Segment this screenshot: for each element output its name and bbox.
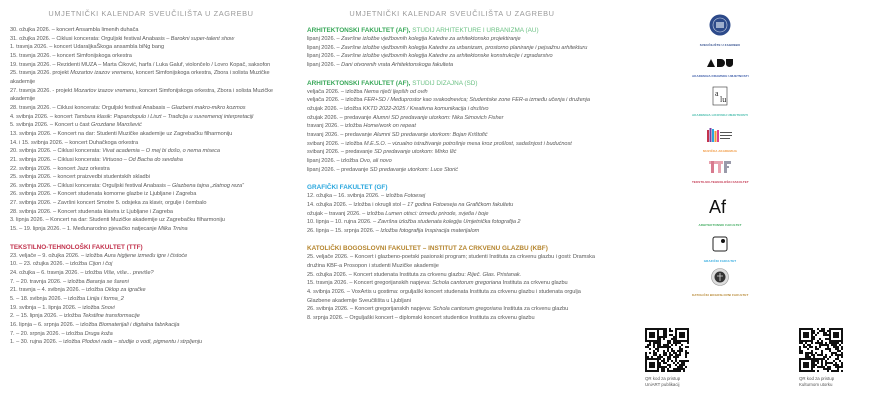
university-seal-icon <box>692 14 748 41</box>
logo-af-logo <box>692 196 748 227</box>
entry-text: 15. travnja 2026. – koncert Simfonijskoga orkestra <box>10 52 132 59</box>
entry-text: 28. travnja 2026. – Ciklusi koncerata: Orguljski festival Anabasis – <box>10 104 172 111</box>
ttf-logo-icon <box>692 160 748 178</box>
calendar-entry <box>10 26 292 35</box>
qr-caption-line: UniART publikacij <box>645 382 680 387</box>
calendar-entry <box>10 52 292 61</box>
calendar-entry <box>10 330 292 339</box>
entry-title: Završne izložbe vježbovnih kolegija Katedre za urbanizam, prostorno planiranje i pejsažnu arhitekturu <box>341 44 588 51</box>
entry-text: 7. – 20. srpnja 2026. – izložba <box>10 330 85 337</box>
qr-code-block <box>791 328 851 388</box>
entry-text: 4. svibnja 2026. – koncert <box>10 113 74 120</box>
entry-title: KKTD 2022-2025 / Kreativna komunikacija i društvo <box>362 105 489 112</box>
calendar-entry <box>307 227 597 236</box>
logo-adu-logo <box>692 54 748 78</box>
entry-text: 15. – 19. lipnja 2026. – 1. Međunarodno pjevačko natjecanje <box>10 226 159 233</box>
calendar-entry <box>307 105 597 114</box>
calendar-entry <box>10 295 292 304</box>
entry-title: Grozdane Marošević <box>91 122 142 129</box>
entry-title: Virtuoso – Od Bacha do sevdaha <box>102 156 183 163</box>
entry-text: 26. lipnja – 15. srpnja 2026. – <box>307 227 381 234</box>
entry-text: 20. svibnja 2026. – Ciklusi koncerata: <box>10 148 103 155</box>
entry-text: 14. i 15. svibnja 2026. – koncert Duhačkoga orkestra <box>10 139 138 146</box>
logo-caption: GRAFIČKI FAKULTET <box>703 259 737 263</box>
qr-caption-line: QR kod za pristup <box>645 376 681 381</box>
qr-caption-line: QR kod za pristup <box>799 376 835 381</box>
page-title: UMJETNIČKI KALENDAR SVEUČILIŠTA U ZAGREBU <box>48 9 254 18</box>
entry-text: 26. svibnja 2026. – Koncert gregorijanskih napjeva: <box>307 306 433 313</box>
svg-text:lu: lu <box>720 95 727 104</box>
entry-text: lipanj 2026. – predavanje <box>307 166 370 173</box>
svg-text:a: a <box>715 89 719 98</box>
calendar-entry <box>10 260 292 269</box>
entry-title: Ovo, ali novo <box>359 157 392 164</box>
entry-text: 15. travnja 2026. – Koncert gregorijanskih napjeva: <box>307 280 433 287</box>
calendar-entry <box>10 208 292 217</box>
middle-column <box>307 0 597 323</box>
calendar-entry <box>10 304 292 313</box>
entry-text: lipanj 2026. – izložba <box>307 157 360 164</box>
calendar-entry <box>10 269 292 278</box>
calendar-entry <box>10 165 292 174</box>
entry-text: 27. travnja 2026. - projekt <box>10 87 74 94</box>
calendar-entry <box>307 271 597 280</box>
calendar-entry <box>307 114 597 123</box>
calendar-entry <box>10 286 292 295</box>
calendar-entry <box>10 278 292 287</box>
calendar-entry <box>10 139 292 148</box>
calendar-entry <box>307 35 597 44</box>
entry-text: , koncert Simfonijskoga orkestra, Zbora i solista Muzičke akademije <box>10 87 273 103</box>
entry-title: SD predavanje utorkom: Mirko Ilić <box>374 149 457 156</box>
qr-caption <box>799 376 851 388</box>
entry-text: , koncert Simfonijskoga orkestra, Zbora i solista Muzičke akademije <box>10 70 270 85</box>
entry-text: 16. lipnja – 6. srpnja 2026. – izložba <box>10 322 99 328</box>
entry-title: Baranja se šareni <box>86 278 129 285</box>
entry-title: Alumni SD predavanje utorkom: Nika Simovich Fisher <box>372 114 504 121</box>
entry-title: Barokni super-talent show <box>170 35 235 42</box>
logo-ttf-logo <box>692 160 748 184</box>
entry-title: Linija i forma_2 <box>86 296 124 303</box>
calendar-entry <box>307 157 597 166</box>
entry-title: Glazbena tajna „zlatnog reza“ <box>171 182 244 189</box>
logo-caption: AKADEMIJA DRAMSKE UMJETNOSTI <box>692 74 749 78</box>
section-header <box>307 183 597 192</box>
calendar-entry <box>10 216 292 225</box>
calendar-entry <box>307 218 597 227</box>
entry-text: svibanj 2026. – predavanje <box>307 149 375 156</box>
calendar-entry <box>307 61 597 70</box>
calendar-entry <box>10 182 292 191</box>
entry-title: Završne izložbe vježbovnih kolegija Katedre za arhitektonske konstrukcije i zgradarstvo <box>341 53 553 60</box>
entry-text: 25. svibnja 2026. – koncert praizvedbi studentskih skladbi <box>10 174 150 181</box>
calendar-entry <box>307 201 597 210</box>
calendar-entry <box>10 173 292 182</box>
calendar-entry <box>10 113 292 122</box>
calendar-entry <box>307 253 597 270</box>
calendar-entry <box>10 69 292 86</box>
entry-title: Tambura klasik: Papandopulo i Liszt – Tradicija u suvremenoj interpretaciji <box>73 113 254 120</box>
entry-text: 8. srpnja 2026. – Orguljaški koncert – diplomski koncert studentice Instituta za crkvenu glazbu <box>307 315 535 322</box>
page-title: UMJETNIČKI KALENDAR SVEUČILIŠTA U ZAGREBU <box>349 9 555 18</box>
calendar-entry <box>10 43 292 52</box>
calendar-entry <box>307 131 597 140</box>
logo-caption: SVEUČILIŠTE U ZAGREBU <box>699 43 741 47</box>
calendar-entry <box>10 147 292 156</box>
entry-text: 5. – 18. svibnja 2026. – izložba <box>10 296 87 303</box>
calendar-entry <box>307 166 597 175</box>
section-header <box>307 26 597 35</box>
qr-code-block <box>637 328 697 388</box>
logo-muza-logo <box>692 128 748 153</box>
entry-text: 21. svibnja 2026. – Ciklusi koncerata: <box>10 156 103 163</box>
entry-title: Biomaterijali i digitalna fabrikacija <box>98 322 180 328</box>
section-header <box>307 244 597 253</box>
entry-text: travanj 2026. – izložba <box>307 123 364 130</box>
entry-title: Druga koža <box>84 330 113 337</box>
entry-title: Oklop za igračke <box>104 287 146 294</box>
entry-title: Mozartov izazov vremenu <box>70 70 133 77</box>
entry-text: lipanj 2026. – <box>307 44 342 51</box>
entry-text: ožujak 2026. – predavanje <box>307 114 373 121</box>
entry-title: Milka Trnina <box>158 226 188 233</box>
calendar-entry <box>307 140 597 149</box>
entry-text: lipanj 2026. – <box>307 53 342 60</box>
entry-text: 10. – 23. ožujka 2026. – izložba <box>10 261 89 268</box>
calendar-entry <box>10 190 292 199</box>
calendar-entry <box>10 121 292 130</box>
alu-logo-icon <box>692 86 748 111</box>
calendar-entry <box>10 252 292 261</box>
entry-text: Instituta za crkvenu glazbu <box>501 280 568 287</box>
entry-title: Riječ. Glas. Pristanak. <box>467 271 522 278</box>
calendar-entry <box>307 288 597 305</box>
entry-text: 25. veljače 2026. – Koncert i glazbeno-poetski pasionski program; studenti Instituta za crkvenu glazbu i gosti: Dramska družina KBF-a Prosopon i studenti Muzičke akademije <box>307 254 595 270</box>
entry-text: 10. lipnja – 10. rujna 2026. – <box>307 219 378 226</box>
kbf-seal-icon <box>692 268 748 291</box>
entry-text: lipanj 2026. – <box>307 36 342 42</box>
calendar-entry <box>10 199 292 208</box>
entry-text: Instituta za crkvenu glazbu <box>501 306 569 313</box>
entry-title: 17 godina Fotoeseja na Grafičkom fakultetu <box>407 201 514 208</box>
calendar-entry <box>307 96 597 105</box>
calendar-entry <box>10 338 292 347</box>
section-subtitle: STUDIJ DIZAJNA (SD) <box>412 79 478 87</box>
entry-title: Snovi <box>100 304 115 311</box>
logo-kbf-seal <box>692 268 748 297</box>
entry-text: 25. travnja 2026. projekt <box>10 70 71 77</box>
section-header <box>10 243 292 252</box>
entry-title: Schola cantorum gregoriana <box>432 280 502 287</box>
muza-logo-icon <box>692 128 748 147</box>
section-header <box>307 79 597 88</box>
entry-title: Alumni SD predavanje utorkom: Bojan Krištofić <box>373 131 488 138</box>
logo-gf-logo <box>692 236 748 263</box>
entry-text: ožujak 2026. – izložba <box>307 105 363 112</box>
entry-title: Više, više... previše? <box>103 270 154 277</box>
entry-text: 19. svibnja – 1. lipnja 2026. – izložba <box>10 304 101 311</box>
entry-title: Vivat academia – O mej bi došo, o nema miseca <box>102 148 220 155</box>
calendar-entry <box>307 44 597 53</box>
entry-title: Izložba fotografija Inspiracija materijalom <box>380 227 480 234</box>
calendar-entry <box>307 314 597 323</box>
entry-text: 2. – 15. lipnja 2026. – izložba <box>10 313 83 320</box>
entry-text: 26. svibnja 2026. – Ciklusi koncerata: Orguljski festival Anabasis – <box>10 182 172 189</box>
logo-caption: KATOLIČKI BOGOSLOVNI FAKULTET <box>692 293 749 297</box>
calendar-entry <box>307 52 597 61</box>
calendar-entry <box>307 122 597 131</box>
calendar-entry <box>307 192 597 201</box>
entry-text: 22. svibnja 2026. – koncert Jazz orkestra <box>10 165 110 172</box>
entry-title: Mozartov izazov vremenu <box>73 87 137 94</box>
entry-title: Tekstilne transformacije <box>82 313 140 320</box>
logo-alu-logo <box>692 86 748 117</box>
entry-text: 13. svibnja 2026. – Koncert na dar: Studenti Muzičke akademije uz Zagrebačku filharmoniju <box>10 130 233 137</box>
calendar-entry <box>307 279 597 288</box>
section-subtitle: STUDIJ ARHITEKTURE I URBANIZMA (AU) <box>412 27 539 34</box>
entry-text: 4. svibnja 2026. – VoxArtis u gostima: orguljaški koncert studenata Instituta za crkvenu glazbu i studenata orgulja Glazbene akademije Sveučilišta u Ljubljani <box>307 289 581 304</box>
entry-title: Dani otvorenih vrata Arhitektonskoga fakulteta <box>341 61 454 68</box>
section-title: ARHITEKTONSKI FAKULTET (AF), <box>307 79 411 87</box>
entry-text: 25. ožujka 2026. – Koncert studenata Instituta za crkvenu glazbu: <box>307 271 468 278</box>
entry-text: 30. ožujka 2026. – koncert Ansambla limenih duhača <box>10 27 139 33</box>
section-title: GRAFIČKI FAKULTET (GF) <box>307 184 388 192</box>
entry-text: 19. travnja 2026. – Rezidenti MUZA – Marta Ćiković, harfa / Luka Galuf, violončelo / Lovro Kopač, saksofon <box>10 61 271 68</box>
entry-text: 23. veljače – 9. ožujka 2026. – izložba <box>10 252 105 259</box>
entry-text: 31. ožujka 2026. – Ciklusi koncerata: Orguljski festival Anabasis – <box>10 35 171 42</box>
entry-title: Home/work on repeat <box>363 123 416 130</box>
af-logo-icon <box>692 196 748 221</box>
entry-text: 27. svibnja 2026. – Završni koncert Smotre 5. odsjeka za klavir, orgulje i čembalo <box>10 200 207 207</box>
entry-title: M.E.S.O. – vizualno istraživanje potrošnje mesa kroz prošlost, sadašnjost i budućnost <box>363 140 572 147</box>
calendar-entry <box>10 130 292 139</box>
section-title: KATOLIČKI BOGOSLOVNI FAKULTET – INSTITUT ZA CRKVENU GLAZBU (KBF) <box>307 245 548 253</box>
svg-text:Af: Af <box>709 197 727 216</box>
calendar-entry <box>10 104 292 113</box>
calendar-entry <box>10 225 292 234</box>
qr-code[interactable] <box>645 328 689 372</box>
calendar-entry <box>307 88 597 97</box>
calendar-entry <box>10 35 292 44</box>
calendar-entry <box>10 156 292 165</box>
section-title: TEKSTILNO-TEHNOLOŠKI FAKULTET (TTF) <box>10 243 143 251</box>
entry-title: Aura higijene između igre i čistoće <box>104 252 188 259</box>
entry-title: Završne izložbe vježbovnih kolegija Katedre za arhitektonsko projektiranje <box>341 36 521 42</box>
qr-code[interactable] <box>799 328 843 372</box>
calendar-entry <box>307 210 597 219</box>
entry-title: Plodovi rada – studije o vodi, pigmentu i strpljenju <box>81 339 203 346</box>
entry-text: veljača 2026. – izložba <box>307 88 364 95</box>
logo-university-seal <box>692 14 748 47</box>
entry-title: Završna izložba studenata kolegija Umjetnička fotografija 2 <box>377 219 521 226</box>
entry-text: 26. svibnja 2026. – Koncert studenata komorne glazbe iz Ljubljane i Zagreba <box>10 191 197 198</box>
entry-text: 1. travnja 2026. – koncert UdaraljkaŠkoga ansambla biNg bang <box>10 44 165 51</box>
entry-title: Nema riječi ljepših od ovih <box>363 88 428 95</box>
calendar-entry <box>10 312 292 321</box>
calendar-entry <box>307 148 597 157</box>
entry-title: FER+SD / Međuprostor kao svakodnevica; Studentske zone FER-a između učenja i druženja <box>363 97 590 104</box>
entry-text: 24. ožujka – 6. travnja 2026. – izložba <box>10 270 104 277</box>
entry-title: Fotoesej <box>404 193 426 200</box>
entry-text: lipanj 2026. – <box>307 61 342 68</box>
entry-text: 7. – 20. travnja 2026. – izložba <box>10 278 87 285</box>
entry-text: 14. ožujka 2026. – Izložba i okrugli stol – <box>307 201 408 208</box>
entry-title: Cijon i čoj <box>88 261 113 268</box>
calendar-entry <box>10 321 292 330</box>
logo-caption: AKADEMIJA LIKOVNIH UMJETNOSTI <box>692 113 748 117</box>
qr-caption-line: Kulturnom utorku <box>799 382 833 387</box>
qr-caption <box>645 376 697 388</box>
entry-text: 3. lipnja 2026. – Koncert na dar: Studenti Muzičke akademije uz Zagrebačku filharmoniju <box>10 217 225 224</box>
entry-title: Lumen otisci: između prirode, svjetla i boje <box>385 210 489 217</box>
entry-text: 5. svibnja 2026. – Koncert u čast <box>10 122 92 129</box>
logo-caption: MUZIČKA AKADEMIJA <box>703 149 737 153</box>
section-title: ARHITEKTONSKI FAKULTET (AF), <box>307 27 411 34</box>
entry-title: SD predavanje utorkom: Luce Storić <box>369 166 458 173</box>
entry-text: svibanj 2026. – izložba <box>307 140 364 147</box>
entry-text: ožujak – travanj 2026. – izložba <box>307 210 386 217</box>
gf-logo-icon <box>692 236 748 257</box>
left-column <box>10 0 292 347</box>
calendar-entry <box>307 305 597 314</box>
adu-logo-icon <box>692 54 748 72</box>
calendar-entry <box>10 61 292 70</box>
entry-text: 1. – 30. rujna 2026. – izložba <box>10 339 82 346</box>
entry-text: veljača 2026. – izložba <box>307 97 364 104</box>
logo-caption: ARHITEKTONSKI FAKULTET <box>698 223 742 227</box>
logo-caption: TEKSTILNO-TEHNOLOŠKI FAKULTET <box>692 180 749 184</box>
entry-text: 21. travnja – 4. svibnja 2026. – izložba <box>10 287 105 294</box>
entry-text: 12. ožujka – 16. svibnja 2026. – izložba <box>307 193 405 200</box>
entry-title: Schola cantorum gregoriana <box>432 306 502 313</box>
calendar-entry <box>10 87 292 104</box>
entry-title: Glazbeni makro-mikro kozmos <box>171 104 246 111</box>
entry-text: 28. svibnja 2026. – Koncert studenata klavira iz Ljubljane i Zagreba <box>10 208 173 215</box>
entry-text: travanj 2026. – predavanje <box>307 131 374 138</box>
